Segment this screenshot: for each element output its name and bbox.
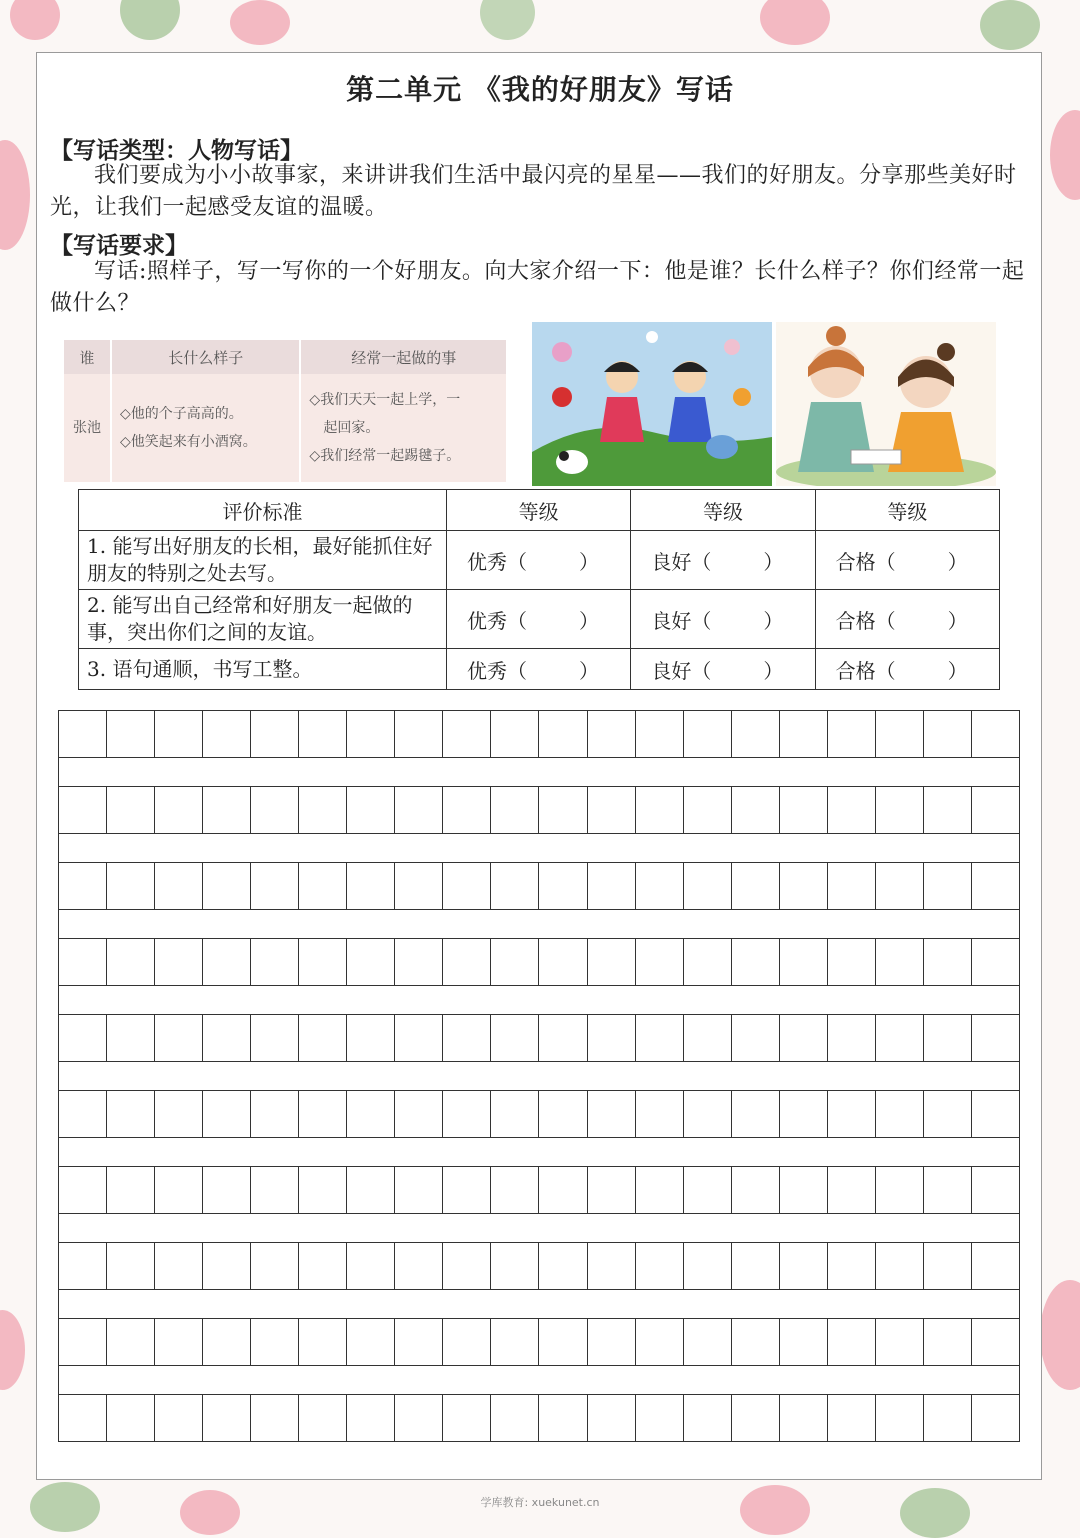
grade-label: 良好（ [651, 549, 712, 574]
grid-cell[interactable] [443, 1015, 491, 1061]
grid-cell[interactable] [203, 1167, 251, 1213]
grid-cell[interactable] [251, 1091, 299, 1137]
grid-cell[interactable] [251, 1319, 299, 1365]
example-activity-line: ◇我们经常一起踢毽子。 [309, 448, 461, 464]
grid-cell[interactable] [732, 1243, 780, 1289]
grid-cell[interactable] [924, 1243, 972, 1289]
grid-cell[interactable] [924, 1319, 972, 1365]
grid-cell[interactable] [107, 939, 155, 985]
grid-line-spacer [58, 1138, 1020, 1166]
grid-cell[interactable] [347, 1395, 395, 1441]
grid-cell[interactable] [251, 1395, 299, 1441]
grade-label: 良好（ [651, 658, 712, 683]
example-header-activities: 经常一起做的事 [300, 340, 507, 374]
grid-cell[interactable] [828, 1091, 876, 1137]
grid-cell[interactable] [539, 1319, 587, 1365]
grid-cell[interactable] [299, 1319, 347, 1365]
grid-cell[interactable] [155, 1319, 203, 1365]
grid-cell[interactable] [732, 1091, 780, 1137]
eval-header-grade: 等级 [631, 490, 815, 531]
grid-cell[interactable] [780, 1091, 828, 1137]
grid-cell[interactable] [347, 939, 395, 985]
grid-cell[interactable] [636, 1167, 684, 1213]
example-activity-line: ◇我们天天一起上学，一 [309, 392, 461, 408]
grid-row [58, 1090, 1020, 1138]
close-paren: ） [947, 549, 968, 574]
grid-cell[interactable] [539, 939, 587, 985]
grid-cell[interactable] [588, 1015, 636, 1061]
grid-cell[interactable] [876, 1395, 924, 1441]
eval-row [79, 649, 1000, 690]
grid-cell[interactable] [732, 1167, 780, 1213]
grid-cell[interactable] [155, 1395, 203, 1441]
grid-cell[interactable] [828, 1167, 876, 1213]
grid-cell[interactable] [251, 1167, 299, 1213]
grid-cell[interactable] [443, 711, 491, 757]
grid-cell[interactable] [443, 1319, 491, 1365]
grid-cell[interactable] [155, 863, 203, 909]
grid-line-spacer [58, 1366, 1020, 1394]
grid-cell[interactable] [155, 1167, 203, 1213]
grid-cell[interactable] [395, 1167, 443, 1213]
grid-cell[interactable] [251, 863, 299, 909]
grid-cell[interactable] [539, 711, 587, 757]
grid-cell[interactable] [588, 863, 636, 909]
grade-excellent[interactable] [447, 649, 631, 690]
grid-cell[interactable] [59, 1395, 107, 1441]
grid-cell[interactable] [347, 1243, 395, 1289]
grid-cell[interactable] [347, 711, 395, 757]
grid-cell[interactable] [59, 1091, 107, 1137]
eval-criterion: 1. 能写出好朋友的长相，最好能抓住好朋友的特别之处去写。 [79, 531, 447, 590]
grid-line-spacer [58, 758, 1020, 786]
grid-cell[interactable] [395, 787, 443, 833]
grid-cell[interactable] [780, 711, 828, 757]
grid-cell[interactable] [251, 1243, 299, 1289]
footer-watermark: 学库教育: xuekunet.cn [480, 1496, 600, 1509]
section-type-heading: 【写话类型：人物写话】 [50, 137, 303, 164]
example-table [64, 340, 508, 482]
grid-cell[interactable] [924, 863, 972, 909]
grid-row [58, 1166, 1020, 1214]
grid-cell[interactable] [732, 1015, 780, 1061]
grid-cell[interactable] [924, 1395, 972, 1441]
grid-cell[interactable] [684, 1319, 732, 1365]
grid-cell[interactable] [59, 1167, 107, 1213]
grid-row [58, 1014, 1020, 1062]
grid-cell[interactable] [876, 939, 924, 985]
grid-cell[interactable] [924, 1167, 972, 1213]
grid-cell[interactable] [684, 711, 732, 757]
grid-cell[interactable] [924, 939, 972, 985]
grid-cell[interactable] [299, 1015, 347, 1061]
grid-cell[interactable] [780, 939, 828, 985]
grid-cell[interactable] [491, 787, 539, 833]
grid-cell[interactable] [732, 863, 780, 909]
grid-cell[interactable] [59, 787, 107, 833]
grid-cell[interactable] [924, 787, 972, 833]
grid-row [58, 1394, 1020, 1442]
grid-cell[interactable] [251, 939, 299, 985]
grid-line-spacer [58, 834, 1020, 862]
grade-label: 良好（ [651, 608, 712, 633]
evaluation-table [78, 489, 1000, 690]
grid-cell[interactable] [299, 1395, 347, 1441]
grid-row [58, 710, 1020, 758]
section-requirement-heading: 【写话要求】 [50, 232, 188, 259]
grid-row [58, 1318, 1020, 1366]
grade-label: 合格（ [835, 549, 896, 574]
grid-cell[interactable] [203, 711, 251, 757]
grid-cell[interactable] [59, 1319, 107, 1365]
grade-good[interactable] [631, 531, 815, 590]
grid-cell[interactable] [732, 1395, 780, 1441]
grid-cell[interactable] [972, 1091, 1019, 1137]
grade-label: 优秀（ [467, 658, 527, 683]
grid-cell[interactable] [395, 1091, 443, 1137]
grid-cell[interactable] [780, 1243, 828, 1289]
grid-cell[interactable] [395, 1395, 443, 1441]
grid-cell[interactable] [347, 787, 395, 833]
grid-cell[interactable] [491, 1395, 539, 1441]
grade-label: 合格（ [835, 658, 896, 683]
grid-line-spacer [58, 986, 1020, 1014]
example-activity-line: 起回家。 [323, 420, 380, 436]
grid-cell[interactable] [972, 787, 1019, 833]
close-paren: ） [947, 608, 968, 633]
grid-cell[interactable] [636, 787, 684, 833]
grid-cell[interactable] [636, 863, 684, 909]
grid-cell[interactable] [972, 711, 1019, 757]
grid-line-spacer [58, 1214, 1020, 1242]
section-requirement-text: 写话:照样子，写一写你的一个好朋友。向大家介绍一下：他是谁？长什么样子？你们经常一起做什么？ [50, 259, 1025, 316]
grid-cell[interactable] [828, 1319, 876, 1365]
grid-cell[interactable] [299, 1243, 347, 1289]
grade-label: 优秀（ [467, 549, 527, 574]
grid-cell[interactable] [972, 863, 1019, 909]
grid-row [58, 1242, 1020, 1290]
grade-excellent[interactable] [447, 531, 631, 590]
grid-cell[interactable] [491, 1015, 539, 1061]
grid-cell[interactable] [636, 711, 684, 757]
grid-cell[interactable] [155, 1015, 203, 1061]
kids-drawing-image [532, 322, 772, 486]
grid-cell[interactable] [924, 1015, 972, 1061]
grid-line-spacer [58, 1062, 1020, 1090]
grid-cell[interactable] [299, 1167, 347, 1213]
grid-cell[interactable] [876, 1015, 924, 1061]
grid-cell[interactable] [203, 1243, 251, 1289]
grid-cell[interactable] [684, 1167, 732, 1213]
grid-cell[interactable] [59, 1243, 107, 1289]
grade-excellent[interactable] [447, 590, 631, 649]
grid-line-spacer [58, 1290, 1020, 1318]
grid-cell[interactable] [780, 1319, 828, 1365]
grade-pass[interactable] [815, 590, 999, 649]
grade-good[interactable] [631, 590, 815, 649]
grid-cell[interactable] [491, 1091, 539, 1137]
grid-cell[interactable] [395, 1015, 443, 1061]
grid-cell[interactable] [443, 1243, 491, 1289]
grid-cell[interactable] [491, 1319, 539, 1365]
grade-pass[interactable] [815, 649, 999, 690]
grid-cell[interactable] [876, 863, 924, 909]
grid-cell[interactable] [828, 787, 876, 833]
grid-cell[interactable] [588, 1319, 636, 1365]
grid-cell[interactable] [780, 863, 828, 909]
grid-cell[interactable] [59, 1015, 107, 1061]
grid-cell[interactable] [155, 711, 203, 757]
grid-cell[interactable] [251, 1015, 299, 1061]
grid-cell[interactable] [972, 1395, 1019, 1441]
close-paren: ） [763, 658, 784, 683]
grid-cell[interactable] [395, 711, 443, 757]
grid-cell[interactable] [347, 863, 395, 909]
grid-cell[interactable] [972, 939, 1019, 985]
grid-cell[interactable] [203, 1091, 251, 1137]
grid-cell[interactable] [588, 1243, 636, 1289]
grid-cell[interactable] [395, 1243, 443, 1289]
grid-cell[interactable] [251, 787, 299, 833]
grid-cell[interactable] [732, 939, 780, 985]
grid-cell[interactable] [636, 1015, 684, 1061]
eval-header-grade: 等级 [815, 490, 999, 531]
grid-cell[interactable] [347, 1167, 395, 1213]
eval-row [79, 531, 1000, 590]
grid-cell[interactable] [299, 711, 347, 757]
grid-cell[interactable] [732, 1319, 780, 1365]
grid-cell[interactable] [732, 787, 780, 833]
grid-cell[interactable] [443, 1091, 491, 1137]
grid-cell[interactable] [155, 1091, 203, 1137]
close-paren: ） [763, 608, 784, 633]
grid-cell[interactable] [780, 1015, 828, 1061]
grid-cell[interactable] [780, 1395, 828, 1441]
grid-cell[interactable] [107, 1167, 155, 1213]
grid-cell[interactable] [203, 1395, 251, 1441]
grid-cell[interactable] [876, 1091, 924, 1137]
grid-row [58, 786, 1020, 834]
grid-cell[interactable] [203, 939, 251, 985]
close-paren: ） [579, 658, 599, 683]
grid-cell[interactable] [491, 863, 539, 909]
grid-cell[interactable] [251, 711, 299, 757]
grid-cell[interactable] [107, 1319, 155, 1365]
grade-pass[interactable] [815, 531, 999, 590]
grid-cell[interactable] [443, 1395, 491, 1441]
grid-cell[interactable] [443, 863, 491, 909]
close-paren: ） [763, 549, 784, 574]
grid-cell[interactable] [588, 1395, 636, 1441]
grid-cell[interactable] [972, 1015, 1019, 1061]
example-header-looks: 长什么样子 [111, 340, 300, 374]
example-looks [111, 374, 300, 482]
grade-label: 合格（ [835, 608, 896, 633]
grid-cell[interactable] [347, 1091, 395, 1137]
grid-cell[interactable] [443, 1167, 491, 1213]
grid-cell[interactable] [203, 863, 251, 909]
grid-cell[interactable] [347, 1319, 395, 1365]
grid-cell[interactable] [684, 939, 732, 985]
grid-cell[interactable] [876, 711, 924, 757]
grid-cell[interactable] [828, 1015, 876, 1061]
grid-cell[interactable] [299, 863, 347, 909]
close-paren: ） [579, 608, 599, 633]
grade-label: 优秀（ [467, 608, 527, 633]
grid-cell[interactable] [107, 1091, 155, 1137]
grid-cell[interactable] [636, 1319, 684, 1365]
grid-cell[interactable] [876, 787, 924, 833]
grid-cell[interactable] [876, 1167, 924, 1213]
grid-cell[interactable] [588, 787, 636, 833]
grid-cell[interactable] [443, 939, 491, 985]
grid-cell[interactable] [203, 1319, 251, 1365]
grid-cell[interactable] [299, 939, 347, 985]
grid-cell[interactable] [107, 711, 155, 757]
grid-cell[interactable] [107, 787, 155, 833]
grid-cell[interactable] [155, 787, 203, 833]
writing-grid[interactable] [58, 710, 1020, 1442]
page-title: 第二单元 《我的好朋友》写话 [346, 73, 734, 106]
grid-cell[interactable] [924, 711, 972, 757]
eval-header-criteria: 评价标准 [79, 490, 447, 531]
section-type-text: 我们要成为小小故事家，来讲讲我们生活中最闪亮的星星——我们的好朋友。分享那些美好时光，让我们一起感受友谊的温暖。 [50, 163, 1017, 220]
grid-cell[interactable] [684, 1015, 732, 1061]
grid-cell[interactable] [107, 863, 155, 909]
grid-cell[interactable] [107, 1243, 155, 1289]
grid-cell[interactable] [299, 1091, 347, 1137]
grid-cell[interactable] [684, 1091, 732, 1137]
grid-cell[interactable] [780, 1167, 828, 1213]
grid-cell[interactable] [828, 863, 876, 909]
example-looks-line: ◇他笑起来有小酒窝。 [120, 434, 257, 450]
close-paren: ） [947, 658, 968, 683]
grid-cell[interactable] [636, 939, 684, 985]
grid-cell[interactable] [972, 1319, 1019, 1365]
grid-cell[interactable] [780, 787, 828, 833]
grid-cell[interactable] [876, 1243, 924, 1289]
example-looks-line: ◇他的个子高高的。 [120, 406, 243, 422]
eval-row [79, 590, 1000, 649]
grid-cell[interactable] [395, 939, 443, 985]
grid-cell[interactable] [876, 1319, 924, 1365]
grid-cell[interactable] [828, 939, 876, 985]
example-who: 张池 [64, 374, 111, 482]
grid-cell[interactable] [107, 1015, 155, 1061]
grid-cell[interactable] [491, 711, 539, 757]
grid-cell[interactable] [299, 787, 347, 833]
grid-cell[interactable] [539, 863, 587, 909]
close-paren: ） [579, 549, 599, 574]
grid-cell[interactable] [684, 1243, 732, 1289]
grid-row [58, 938, 1020, 986]
grid-cell[interactable] [59, 863, 107, 909]
grid-cell[interactable] [347, 1015, 395, 1061]
grid-cell[interactable] [972, 1167, 1019, 1213]
grid-cell[interactable] [539, 787, 587, 833]
grid-line-spacer [58, 910, 1020, 938]
grid-cell[interactable] [491, 1167, 539, 1213]
grid-cell[interactable] [828, 711, 876, 757]
eval-criterion: 2. 能写出自己经常和好朋友一起做的事，突出你们之间的友谊。 [79, 590, 447, 649]
grid-cell[interactable] [443, 787, 491, 833]
grid-cell[interactable] [539, 1243, 587, 1289]
grid-cell[interactable] [155, 939, 203, 985]
grid-cell[interactable] [491, 1243, 539, 1289]
grid-cell[interactable] [588, 1091, 636, 1137]
grid-cell[interactable] [588, 1167, 636, 1213]
grid-cell[interactable] [539, 1395, 587, 1441]
grid-cell[interactable] [828, 1243, 876, 1289]
grid-cell[interactable] [588, 711, 636, 757]
grid-cell[interactable] [684, 863, 732, 909]
grid-cell[interactable] [636, 1091, 684, 1137]
grid-cell[interactable] [636, 1395, 684, 1441]
example-activities [300, 374, 507, 482]
grid-cell[interactable] [395, 863, 443, 909]
grid-cell[interactable] [636, 1243, 684, 1289]
grid-cell[interactable] [828, 1395, 876, 1441]
grid-cell[interactable] [59, 711, 107, 757]
example-header-who: 谁 [64, 340, 111, 374]
grid-cell[interactable] [972, 1243, 1019, 1289]
grid-cell[interactable] [155, 1243, 203, 1289]
eval-header-grade: 等级 [447, 490, 631, 531]
grid-cell[interactable] [203, 787, 251, 833]
grid-cell[interactable] [59, 939, 107, 985]
grid-cell[interactable] [588, 939, 636, 985]
grid-row [58, 862, 1020, 910]
grid-cell[interactable] [395, 1319, 443, 1365]
grid-cell[interactable] [684, 787, 732, 833]
grid-cell[interactable] [539, 1167, 587, 1213]
grid-cell[interactable] [924, 1091, 972, 1137]
grid-cell[interactable] [539, 1091, 587, 1137]
grid-cell[interactable] [491, 939, 539, 985]
grade-good[interactable] [631, 649, 815, 690]
grid-cell[interactable] [732, 711, 780, 757]
grid-cell[interactable] [203, 1015, 251, 1061]
girls-reading-image [776, 322, 996, 486]
grid-cell[interactable] [684, 1395, 732, 1441]
grid-cell[interactable] [539, 1015, 587, 1061]
eval-criterion: 3. 语句通顺，书写工整。 [79, 649, 447, 690]
grid-cell[interactable] [107, 1395, 155, 1441]
